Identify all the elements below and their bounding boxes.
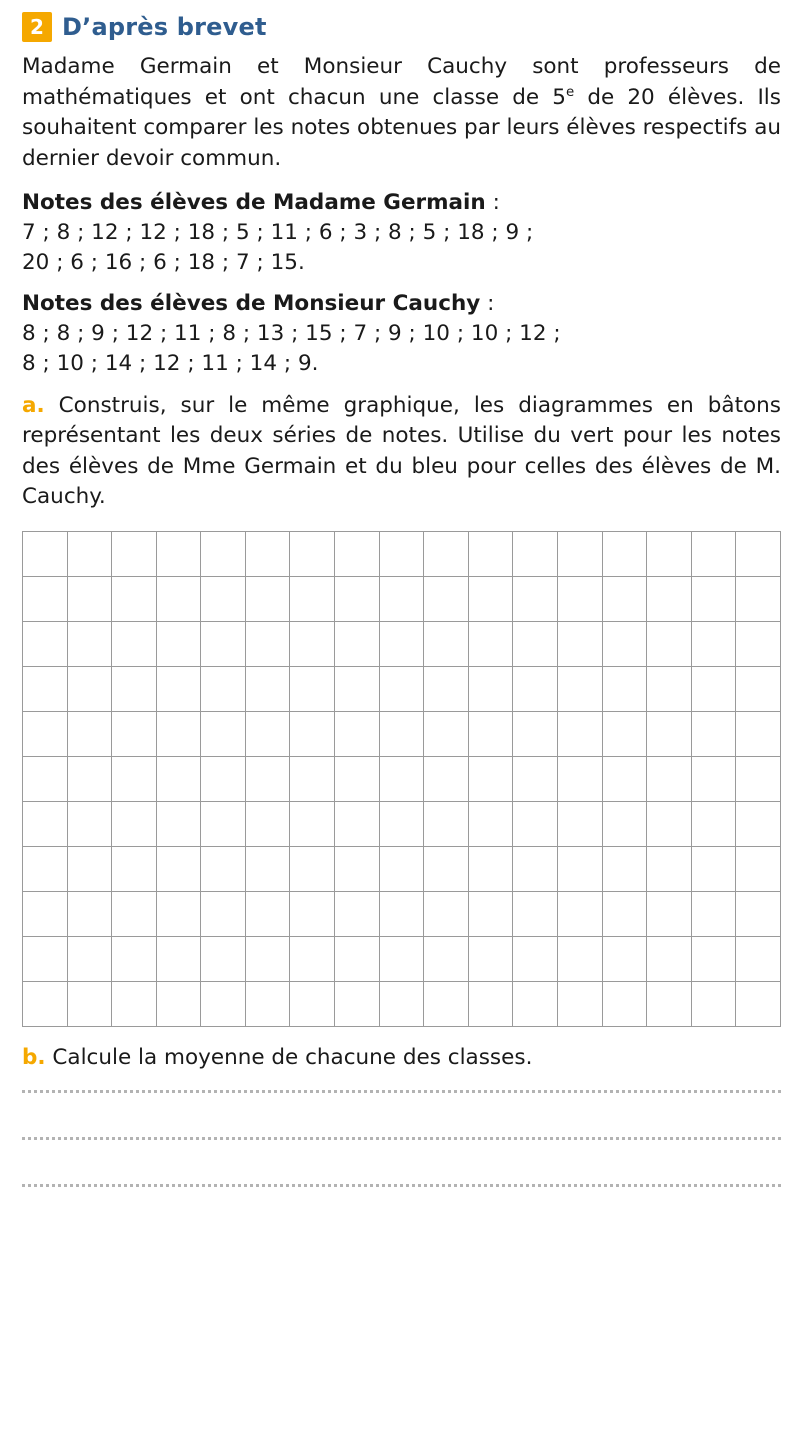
grid-cell[interactable] <box>647 531 692 576</box>
grid-cell[interactable] <box>201 801 246 846</box>
intro-exponent: e <box>565 84 575 100</box>
grid-cell[interactable] <box>23 756 68 801</box>
grid-cell[interactable] <box>67 666 112 711</box>
grid-cell[interactable] <box>201 936 246 981</box>
grid-cell[interactable] <box>156 936 201 981</box>
grid-cell[interactable] <box>513 891 558 936</box>
grid-cell[interactable] <box>156 531 201 576</box>
grid-cell[interactable] <box>245 891 290 936</box>
series-germain-heading <box>22 188 781 217</box>
grid-cell[interactable] <box>23 666 68 711</box>
grid-cell[interactable] <box>112 711 157 756</box>
grid-cell[interactable] <box>245 936 290 981</box>
grid-row <box>23 531 781 576</box>
grid-cell[interactable] <box>67 711 112 756</box>
grid-cell[interactable] <box>245 981 290 1026</box>
grid-cell[interactable] <box>647 666 692 711</box>
grid-cell[interactable] <box>468 891 513 936</box>
grid-cell[interactable] <box>379 756 424 801</box>
answer-line[interactable] <box>22 1137 781 1140</box>
grid-cell[interactable] <box>335 711 380 756</box>
exercise-header <box>22 0 781 42</box>
series-germain-colon: : <box>485 190 500 216</box>
grid-cell[interactable] <box>201 531 246 576</box>
grid-cell[interactable] <box>557 531 602 576</box>
grid-cell[interactable] <box>736 531 781 576</box>
grid-cell[interactable] <box>424 936 469 981</box>
grid-cell[interactable] <box>379 801 424 846</box>
grid-cell[interactable] <box>736 711 781 756</box>
grid-cell[interactable] <box>557 756 602 801</box>
grid-cell[interactable] <box>112 981 157 1026</box>
grid-row <box>23 891 781 936</box>
grid-cell[interactable] <box>513 846 558 891</box>
grid-cell[interactable] <box>691 711 736 756</box>
grid-cell[interactable] <box>245 711 290 756</box>
grid-cell[interactable] <box>156 846 201 891</box>
grid-cell[interactable] <box>67 756 112 801</box>
grid-cell[interactable] <box>691 666 736 711</box>
grid-cell[interactable] <box>736 891 781 936</box>
grid-cell[interactable] <box>290 531 335 576</box>
grid-cell[interactable] <box>513 711 558 756</box>
grid-cell[interactable] <box>468 711 513 756</box>
exercise-number-badge: 2 <box>22 12 52 42</box>
grid-cell[interactable] <box>335 936 380 981</box>
grid-cell[interactable] <box>513 531 558 576</box>
grid-cell[interactable] <box>424 621 469 666</box>
grid-cell[interactable] <box>379 576 424 621</box>
grid-cell[interactable] <box>290 576 335 621</box>
grid-cell[interactable] <box>23 936 68 981</box>
grid-cell[interactable] <box>201 621 246 666</box>
grid-cell[interactable] <box>513 981 558 1026</box>
series-cauchy-values-line1: 8 ; 8 ; 9 ; 12 ; 11 ; 8 ; 13 ; 15 ; 7 ; 9 ; 10 ; 10 ; 12 ; <box>22 321 561 347</box>
grid-cell[interactable] <box>156 756 201 801</box>
grid-cell[interactable] <box>23 801 68 846</box>
grid-cell[interactable] <box>468 936 513 981</box>
grid-cell[interactable] <box>245 846 290 891</box>
grid-cell[interactable] <box>557 576 602 621</box>
grid-cell[interactable] <box>379 936 424 981</box>
answer-line[interactable] <box>22 1184 781 1187</box>
grid-cell[interactable] <box>736 756 781 801</box>
grid-cell[interactable] <box>557 981 602 1026</box>
grid-cell[interactable] <box>468 801 513 846</box>
grid-row <box>23 981 781 1026</box>
grid-cell[interactable] <box>379 846 424 891</box>
grid-cell[interactable] <box>602 576 647 621</box>
grid-cell[interactable] <box>112 576 157 621</box>
grid-cell[interactable] <box>468 981 513 1026</box>
grid-cell[interactable] <box>691 936 736 981</box>
grid-cell[interactable] <box>245 576 290 621</box>
grid-cell[interactable] <box>290 936 335 981</box>
grid-cell[interactable] <box>290 846 335 891</box>
grid-cell[interactable] <box>112 891 157 936</box>
grid-cell[interactable] <box>67 891 112 936</box>
grid-cell[interactable] <box>736 576 781 621</box>
grid-cell[interactable] <box>335 576 380 621</box>
grid-cell[interactable] <box>602 711 647 756</box>
grid-cell[interactable] <box>736 981 781 1026</box>
grid-cell[interactable] <box>424 531 469 576</box>
series-germain <box>22 188 781 277</box>
grid-cell[interactable] <box>647 801 692 846</box>
grid-cell[interactable] <box>557 666 602 711</box>
exercise-title: D’après brevet <box>62 13 267 41</box>
grid-cell[interactable] <box>647 891 692 936</box>
grid-cell[interactable] <box>691 801 736 846</box>
grid-cell[interactable] <box>156 801 201 846</box>
series-germain-values-line1: 7 ; 8 ; 12 ; 12 ; 18 ; 5 ; 11 ; 6 ; 3 ; 8 ; 5 ; 18 ; 9 ; <box>22 220 534 246</box>
grid-cell[interactable] <box>691 846 736 891</box>
answer-grid[interactable] <box>22 531 781 1027</box>
grid-cell[interactable] <box>112 756 157 801</box>
grid-cell[interactable] <box>736 621 781 666</box>
grid-cell[interactable] <box>335 846 380 891</box>
grid-table[interactable] <box>22 531 781 1027</box>
grid-cell[interactable] <box>736 936 781 981</box>
grid-cell[interactable] <box>602 756 647 801</box>
grid-cell[interactable] <box>647 576 692 621</box>
grid-cell[interactable] <box>513 576 558 621</box>
grid-cell[interactable] <box>468 756 513 801</box>
grid-cell[interactable] <box>201 576 246 621</box>
grid-cell[interactable] <box>647 981 692 1026</box>
grid-cell[interactable] <box>245 756 290 801</box>
grid-cell[interactable] <box>335 531 380 576</box>
grid-cell[interactable] <box>513 666 558 711</box>
grid-cell[interactable] <box>691 576 736 621</box>
grid-cell[interactable] <box>335 756 380 801</box>
series-cauchy-values-line2: 8 ; 10 ; 14 ; 12 ; 11 ; 14 ; 9. <box>22 351 319 377</box>
grid-cell[interactable] <box>468 666 513 711</box>
grid-cell[interactable] <box>112 531 157 576</box>
grid-cell[interactable] <box>647 846 692 891</box>
grid-cell[interactable] <box>335 891 380 936</box>
grid-row <box>23 846 781 891</box>
grid-cell[interactable] <box>23 981 68 1026</box>
grid-row <box>23 801 781 846</box>
grid-cell[interactable] <box>290 891 335 936</box>
grid-cell[interactable] <box>513 936 558 981</box>
grid-cell[interactable] <box>691 531 736 576</box>
grid-cell[interactable] <box>602 666 647 711</box>
grid-cell[interactable] <box>290 621 335 666</box>
grid-cell[interactable] <box>245 621 290 666</box>
grid-cell[interactable] <box>290 801 335 846</box>
grid-cell[interactable] <box>602 621 647 666</box>
grid-cell[interactable] <box>557 711 602 756</box>
grid-cell[interactable] <box>112 846 157 891</box>
grid-cell[interactable] <box>513 756 558 801</box>
grid-cell[interactable] <box>112 666 157 711</box>
grid-cell[interactable] <box>513 801 558 846</box>
answer-lines[interactable] <box>22 1090 781 1187</box>
grid-cell[interactable] <box>67 981 112 1026</box>
question-b-letter: b. <box>22 1044 46 1070</box>
grid-cell[interactable] <box>468 846 513 891</box>
grid-cell[interactable] <box>335 666 380 711</box>
grid-cell[interactable] <box>67 846 112 891</box>
grid-cell[interactable] <box>602 846 647 891</box>
question-a <box>22 391 781 513</box>
question-a-text: Construis, sur le même graphique, les diagrammes en bâtons représentant les deux séries de notes. Utilise du vert pour les notes des élèves de Mme Germain et du bleu pour celles des élèves de M. Cauchy. <box>22 392 781 510</box>
grid-cell[interactable] <box>156 711 201 756</box>
grid-row <box>23 756 781 801</box>
grid-cell[interactable] <box>201 756 246 801</box>
series-germain-values <box>22 218 781 277</box>
grid-cell[interactable] <box>736 801 781 846</box>
grid-cell[interactable] <box>513 621 558 666</box>
grid-cell[interactable] <box>245 666 290 711</box>
grid-cell[interactable] <box>156 621 201 666</box>
grid-cell[interactable] <box>424 846 469 891</box>
grid-cell[interactable] <box>112 936 157 981</box>
grid-cell[interactable] <box>201 666 246 711</box>
grid-cell[interactable] <box>424 576 469 621</box>
grid-cell[interactable] <box>156 666 201 711</box>
grid-cell[interactable] <box>67 531 112 576</box>
grid-cell[interactable] <box>647 936 692 981</box>
grid-cell[interactable] <box>647 756 692 801</box>
grid-cell[interactable] <box>557 846 602 891</box>
grid-cell[interactable] <box>245 531 290 576</box>
grid-row <box>23 666 781 711</box>
grid-cell[interactable] <box>67 801 112 846</box>
grid-cell[interactable] <box>290 666 335 711</box>
grid-cell[interactable] <box>379 891 424 936</box>
question-b <box>22 1045 781 1070</box>
grid-cell[interactable] <box>468 576 513 621</box>
grid-cell[interactable] <box>602 936 647 981</box>
grid-cell[interactable] <box>424 981 469 1026</box>
grid-cell[interactable] <box>736 666 781 711</box>
grid-cell[interactable] <box>424 756 469 801</box>
grid-cell[interactable] <box>468 621 513 666</box>
grid-cell[interactable] <box>23 531 68 576</box>
grid-cell[interactable] <box>379 666 424 711</box>
grid-cell[interactable] <box>335 981 380 1026</box>
series-cauchy-values <box>22 319 781 378</box>
grid-cell[interactable] <box>424 666 469 711</box>
grid-cell[interactable] <box>23 891 68 936</box>
grid-cell[interactable] <box>468 531 513 576</box>
grid-cell[interactable] <box>602 531 647 576</box>
grid-cell[interactable] <box>335 801 380 846</box>
grid-cell[interactable] <box>557 891 602 936</box>
grid-cell[interactable] <box>647 711 692 756</box>
grid-row <box>23 576 781 621</box>
grid-cell[interactable] <box>335 621 380 666</box>
grid-cell[interactable] <box>691 981 736 1026</box>
grid-cell[interactable] <box>112 801 157 846</box>
grid-cell[interactable] <box>691 891 736 936</box>
grid-cell[interactable] <box>156 981 201 1026</box>
grid-cell[interactable] <box>557 936 602 981</box>
grid-cell[interactable] <box>557 801 602 846</box>
series-germain-values-line2: 20 ; 6 ; 16 ; 6 ; 18 ; 7 ; 15. <box>22 249 305 275</box>
grid-cell[interactable] <box>201 711 246 756</box>
grid-cell[interactable] <box>67 621 112 666</box>
series-germain-label: Notes des élèves de Madame Germain <box>22 190 486 216</box>
grid-cell[interactable] <box>67 576 112 621</box>
grid-cell[interactable] <box>290 981 335 1026</box>
grid-cell[interactable] <box>201 846 246 891</box>
grid-cell[interactable] <box>379 621 424 666</box>
grid-cell[interactable] <box>424 801 469 846</box>
grid-cell[interactable] <box>23 576 68 621</box>
answer-line[interactable] <box>22 1090 781 1093</box>
grid-cell[interactable] <box>602 891 647 936</box>
grid-cell[interactable] <box>290 756 335 801</box>
question-b-text: Calcule la moyenne de chacune des classes. <box>45 1044 533 1070</box>
series-cauchy <box>22 289 781 378</box>
intro-text-part2: de 20 élèves. Ils souhaitent comparer les notes obtenues par leurs élèves respectifs au dernier devoir commun. <box>22 84 781 171</box>
grid-cell[interactable] <box>290 711 335 756</box>
grid-cell[interactable] <box>557 621 602 666</box>
grid-cell[interactable] <box>156 576 201 621</box>
grid-cell[interactable] <box>23 846 68 891</box>
grid-cell[interactable] <box>156 891 201 936</box>
grid-cell[interactable] <box>67 936 112 981</box>
grid-cell[interactable] <box>112 621 157 666</box>
grid-cell[interactable] <box>602 801 647 846</box>
grid-cell[interactable] <box>424 891 469 936</box>
intro-text-part1: Madame Germain et Monsieur Cauchy sont professeurs de mathématiques et ont chacun une classe de 5 <box>22 54 781 110</box>
grid-cell[interactable] <box>691 621 736 666</box>
grid-cell[interactable] <box>379 981 424 1026</box>
grid-row <box>23 711 781 756</box>
grid-cell[interactable] <box>602 981 647 1026</box>
series-cauchy-heading <box>22 289 781 318</box>
grid-row <box>23 621 781 666</box>
grid-cell[interactable] <box>379 531 424 576</box>
grid-cell[interactable] <box>201 891 246 936</box>
grid-cell[interactable] <box>647 621 692 666</box>
grid-row <box>23 936 781 981</box>
grid-cell[interactable] <box>23 711 68 756</box>
grid-cell[interactable] <box>23 621 68 666</box>
grid-cell[interactable] <box>691 756 736 801</box>
series-cauchy-label: Notes des élèves de Monsieur Cauchy <box>22 291 481 317</box>
series-cauchy-colon: : <box>480 291 495 317</box>
exercise-intro <box>22 52 781 174</box>
question-a-letter: a. <box>22 392 45 418</box>
grid-cell[interactable] <box>424 711 469 756</box>
grid-cell[interactable] <box>245 801 290 846</box>
grid-cell[interactable] <box>379 711 424 756</box>
grid-cell[interactable] <box>736 846 781 891</box>
grid-cell[interactable] <box>201 981 246 1026</box>
